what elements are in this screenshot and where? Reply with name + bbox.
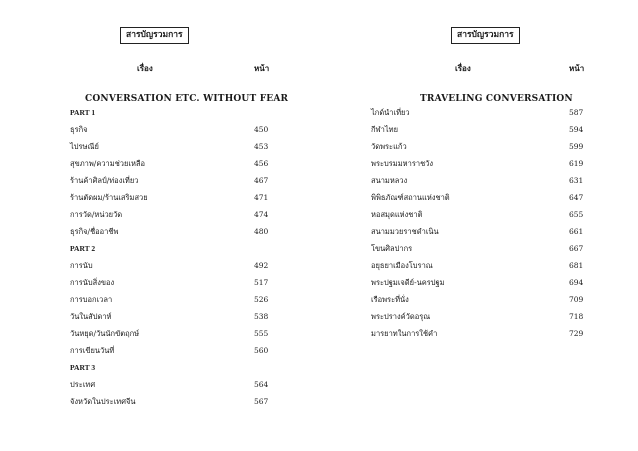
toc-entry-page-number: 526	[254, 295, 269, 304]
toc-entry-title: หอสมุดแห่งชาติ	[371, 210, 423, 219]
toc-entry	[371, 104, 586, 121]
toc-entry-title: สนามมวยราชดำเนิน	[371, 227, 439, 236]
toc-entry-title: วันในสัปดาห์	[70, 312, 112, 321]
toc-entry-page-number: 555	[254, 329, 269, 338]
toc-entry	[70, 291, 270, 308]
toc-entry	[70, 155, 270, 172]
toc-entry-title: การนับ	[70, 261, 93, 270]
part-heading-label: PART 1	[70, 108, 96, 117]
toc-entry-page-number: 667	[569, 244, 584, 253]
toc-entry-page-number: 471	[254, 193, 269, 202]
toc-entry-page-number: 560	[254, 346, 269, 355]
toc-entry-title: กีฬาไทย	[371, 125, 398, 134]
toc-entry	[70, 325, 270, 342]
part-heading-label: PART 3	[70, 363, 96, 372]
toc-entry-page-number: 647	[569, 193, 584, 202]
toc-entry-page-number: 474	[254, 210, 269, 219]
section-title: TRAVELING CONVERSATION	[420, 94, 573, 104]
toc-entry-title: วัดพระแก้ว	[371, 142, 407, 151]
toc-entry-title: ร้านตัดผม/ร้านเสริมสวย	[70, 193, 148, 202]
toc-entry-title: พิพิธภัณฑ์สถานแห่งชาติ	[371, 193, 450, 202]
page-header-title: สารบัญรวมการ	[120, 27, 189, 44]
toc-entry-page-number: 564	[254, 380, 269, 389]
toc-entry	[70, 121, 270, 138]
toc-entry-page-number: 480	[254, 227, 269, 236]
toc-entry-page-number: 538	[254, 312, 269, 321]
toc-entry	[70, 172, 270, 189]
part-heading-label: PART 2	[70, 244, 96, 253]
toc-entry	[70, 206, 270, 223]
toc-entry-title: สุขภาพ/ความช่วยเหลือ	[70, 159, 146, 168]
column-header-topic: เรื่อง	[455, 63, 471, 73]
toc-entry	[371, 121, 586, 138]
toc-entry-title: ประเทศ	[70, 380, 96, 389]
toc-entry-page-number: 594	[569, 125, 584, 134]
toc-entry-page-number: 619	[569, 159, 584, 168]
toc-entry	[70, 393, 270, 410]
toc-entry-title: มารยาทในการใช้คำ	[371, 329, 438, 338]
toc-entry	[371, 172, 586, 189]
toc-entry-title: การเขียนวันที่	[70, 346, 115, 355]
toc-entry	[371, 223, 586, 240]
toc-entry-page-number: 655	[569, 210, 584, 219]
toc-entry-page-number: 599	[569, 142, 584, 151]
toc-entry-page-number: 681	[569, 261, 584, 270]
toc-entry-page-number: 587	[569, 108, 584, 117]
toc-list	[371, 104, 586, 342]
toc-entry	[70, 274, 270, 291]
toc-entry-title: การบอกเวลา	[70, 295, 113, 304]
part-heading	[70, 104, 270, 121]
toc-entry-page-number: 718	[569, 312, 584, 321]
toc-entry	[371, 240, 586, 257]
toc-entry	[371, 206, 586, 223]
toc-entry	[371, 291, 586, 308]
toc-entry-title: พระปรางค์วัดอรุณ	[371, 312, 431, 321]
toc-entry-page-number: 517	[254, 278, 269, 287]
toc-entry-title: อยุธยาเมืองโบราณ	[371, 261, 433, 270]
toc-entry	[371, 308, 586, 325]
toc-entry-page-number: 453	[254, 142, 269, 151]
toc-entry-title: สนามหลวง	[371, 176, 408, 185]
toc-entry	[70, 257, 270, 274]
toc-entry-title: การวัด/หน่วยวัด	[70, 210, 123, 219]
toc-entry-page-number: 694	[569, 278, 584, 287]
toc-entry-title: ร้านค้าศิลป์/ท่องเที่ยว	[70, 176, 139, 185]
toc-list	[70, 104, 270, 410]
toc-entry-page-number: 661	[569, 227, 584, 236]
toc-entry	[70, 308, 270, 325]
toc-entry-title: วันหยุด/วันนักขัตฤกษ์	[70, 329, 140, 338]
toc-entry-page-number: 567	[254, 397, 269, 406]
toc-entry-title: ไปรษณีย์	[70, 142, 99, 151]
toc-entry-page-number: 492	[254, 261, 269, 270]
column-header-topic: เรื่อง	[137, 63, 153, 73]
toc-entry	[70, 376, 270, 393]
toc-entry-title: จังหวัดในประเทศจีน	[70, 397, 136, 406]
toc-entry-title: ธุรกิจ	[70, 125, 88, 134]
toc-entry-title: การนับสิ่งของ	[70, 278, 115, 287]
toc-entry-title: ธุรกิจ/ชื่ออาชีพ	[70, 227, 119, 236]
toc-entry	[371, 325, 586, 342]
toc-entry	[371, 257, 586, 274]
part-heading	[70, 240, 270, 257]
right-page	[319, 0, 638, 451]
toc-entry-page-number: 709	[569, 295, 584, 304]
toc-entry	[70, 342, 270, 359]
toc-entry-page-number: 456	[254, 159, 269, 168]
toc-entry	[70, 223, 270, 240]
toc-entry-page-number: 631	[569, 176, 584, 185]
toc-entry-title: ไกด์นำเที่ยว	[371, 108, 410, 117]
toc-entry	[70, 189, 270, 206]
section-title: CONVERSATION ETC. WITHOUT FEAR	[85, 94, 289, 104]
toc-entry	[371, 138, 586, 155]
toc-entry	[70, 138, 270, 155]
toc-entry-page-number: 729	[569, 329, 584, 338]
toc-entry-title: เรือพระที่นั่ง	[371, 295, 409, 304]
toc-entry	[371, 274, 586, 291]
toc-entry-page-number: 467	[254, 176, 269, 185]
column-header-page: หน้า	[569, 63, 585, 73]
page-header-title: สารบัญรวมการ	[451, 27, 520, 44]
toc-entry-title: พระบรมมหาราชวัง	[371, 159, 434, 168]
toc-entry	[371, 155, 586, 172]
toc-entry-title: พระปฐมเจดีย์-นครปฐม	[371, 278, 445, 287]
column-header-page: หน้า	[254, 63, 270, 73]
toc-entry-title: โขนศิลปากร	[371, 244, 413, 253]
part-heading	[70, 359, 270, 376]
toc-entry	[371, 189, 586, 206]
toc-entry-page-number: 450	[254, 125, 269, 134]
